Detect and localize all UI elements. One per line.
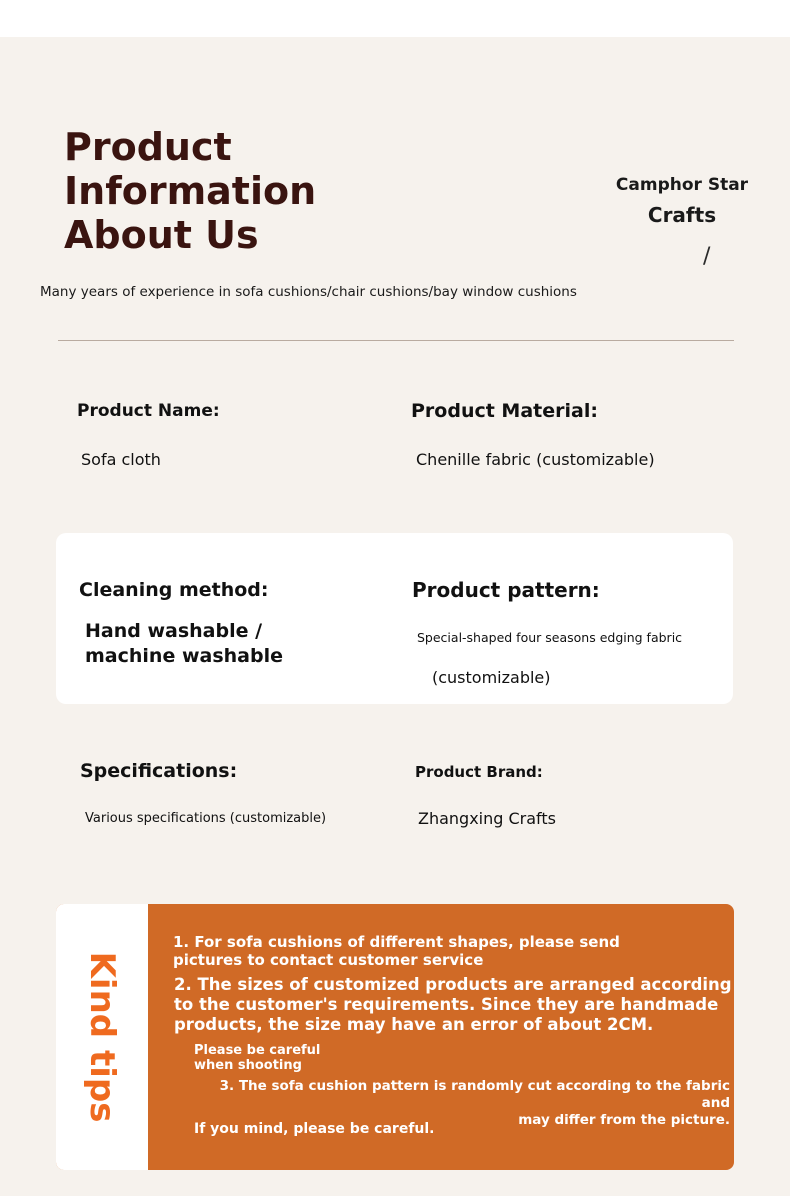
title-line: Information xyxy=(64,169,317,213)
tip-line: to the customer's requirements. Since they are handmade xyxy=(174,995,719,1014)
tip-line: when shooting xyxy=(194,1058,302,1073)
cleaning-value-line: Hand washable / xyxy=(85,620,263,642)
product-material-value: Chenille fabric (customizable) xyxy=(416,450,655,469)
brand-name-line2: Crafts xyxy=(647,203,717,227)
product-pattern-label: Product pattern: xyxy=(412,578,600,602)
specifications-value: Various specifications (customizable) xyxy=(85,811,327,826)
product-brand-value: Zhangxing Crafts xyxy=(418,809,557,828)
cleaning-method-label: Cleaning method: xyxy=(79,579,269,601)
brand-logo-text xyxy=(612,172,752,232)
header-divider xyxy=(58,340,734,341)
tip-1 xyxy=(173,933,620,969)
shooting-note xyxy=(194,1043,320,1073)
tip-line: 1. For sofa cushions of different shapes, please send xyxy=(173,933,620,951)
product-pattern-note: (customizable) xyxy=(432,668,551,687)
tip-line: 3. The sofa cushion pattern is randomly cut according to the fabric and xyxy=(219,1078,730,1111)
tip-2 xyxy=(174,975,732,1035)
tip-line: may differ from the picture. xyxy=(518,1112,730,1128)
page-title xyxy=(64,125,316,257)
product-material-label: Product Material: xyxy=(411,400,598,422)
title-line: Product xyxy=(64,125,232,169)
kind-tips-card xyxy=(56,904,734,1170)
cleaning-method-value xyxy=(85,619,283,669)
tip-line: pictures to contact customer service xyxy=(173,951,484,969)
slash-mark: / xyxy=(703,244,711,269)
product-pattern-value: Special-shaped four seasons edging fabric xyxy=(417,630,683,645)
product-name-value: Sofa cloth xyxy=(81,450,161,469)
tip-line: products, the size may have an error of about 2CM. xyxy=(174,1015,654,1034)
brand-name-line1: Camphor Star xyxy=(615,175,749,195)
tip-line: Please be careful xyxy=(194,1043,321,1058)
product-brand-label: Product Brand: xyxy=(415,763,543,781)
product-name-label: Product Name: xyxy=(77,401,220,421)
kind-tips-heading: Kind tips xyxy=(82,951,122,1123)
page-subtitle: Many years of experience in sofa cushions/chair cushions/bay window cushions xyxy=(40,284,577,300)
specifications-label: Specifications: xyxy=(80,760,238,782)
title-line: About Us xyxy=(64,213,259,257)
tips-closing: If you mind, please be careful. xyxy=(194,1121,435,1137)
tip-line: 2. The sizes of customized products are arranged according xyxy=(174,975,732,994)
cleaning-value-line: machine washable xyxy=(85,645,283,667)
